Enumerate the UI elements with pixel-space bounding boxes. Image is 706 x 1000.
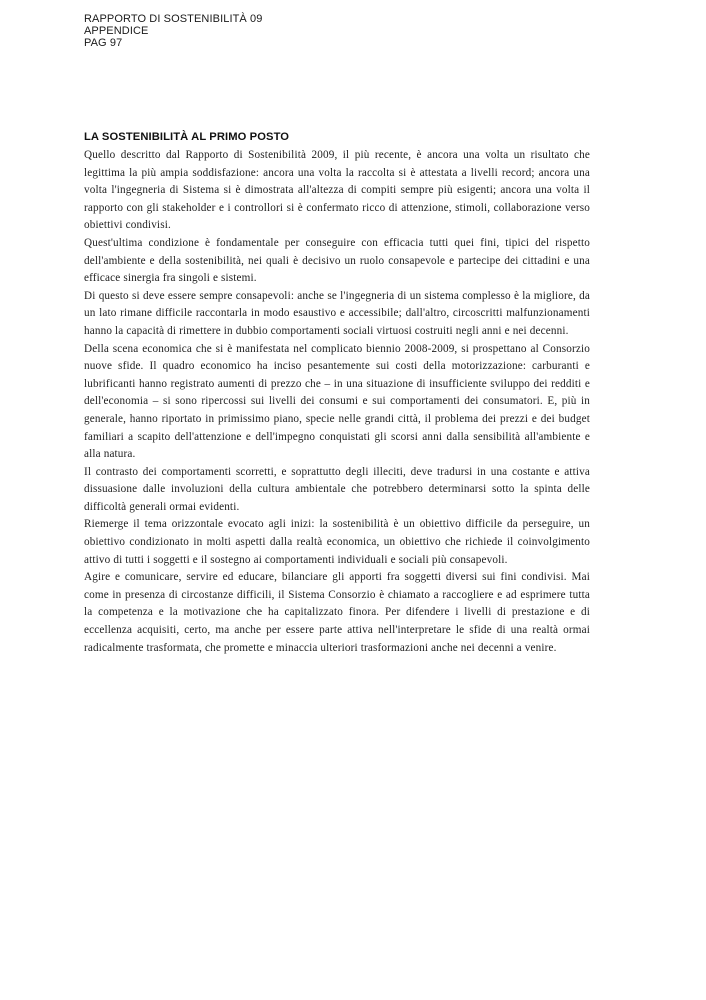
paragraph: Di questo si deve essere sempre consapevoli: anche se l'ingegneria di un sistema complesso è la migliore, da un lato rimane difficile raccontarla in modo esaustivo e accessibile; dall'altro, circoscritti malfunzionamenti hanno la capacità di rimettere in dubbio comportamenti sociali virtuosi costruiti negli anni e nei decenni. bbox=[84, 289, 590, 337]
paragraph: Della scena economica che si è manifestata nel complicato biennio 2008-2009, si prospettano al Consorzio nuove sfide. Il quadro economico ha inciso pesantemente sui costi della motorizzazione: carburanti e lubrificanti hanno registrato aumenti di prezzo che – in una situazione di insufficiente sviluppo dei redditi e dell'economia – si sono ripercossi sui livelli dei consumi e sui comportamenti dei consumatori. E, più in generale, hanno riportato in primissimo piano, specie nelle grandi città, il problema dei prezzi e dei budget familiari a scapito dell'attenzione e dell'impegno conquistati gli scorsi anni dalla sensibilità all'ambiente e alla natura. bbox=[84, 342, 590, 461]
section-label: APPENDICE bbox=[84, 25, 149, 37]
paragraph: Quest'ultima condizione è fondamentale per conseguire con efficacia tutti quei fini, tipici del rispetto dell'ambiente e della sostenibilità, nei quali è decisivo un ruolo consapevole e partecipe dei cittadini e una efficace sinergia fra singoli e sistemi. bbox=[84, 236, 590, 285]
report-title: RAPPORTO DI SOSTENIBILITÀ 09 bbox=[84, 13, 263, 25]
paragraph: Quello descritto dal Rapporto di Sostenibilità 2009, il più recente, è ancora una volta un risultato che legittima la più ampia soddisfazione: ancora una volta la raccolta si è attestata a livelli record; ancora una volta l'ingegneria di Sistema si è dimostrata all'altezza di compiti sempre più esigenti; ancora una volta il rapporto con gli stakeholder e i controllori si è confermato ricco di attenzione, stimoli, collaborazione verso obiettivi condivisi. bbox=[84, 149, 590, 232]
paragraph: Agire e comunicare, servire ed educare, bilanciare gli apporti fra soggetti diversi sui fini condivisi. Mai come in presenza di circostanze difficili, il Sistema Consorzio è chiamato a raccogliere e ad esprimere tutta la competenza e la motivazione che ha capitalizzato finora. Per difendere i livelli di prestazione e di eccellenza acquisiti, certo, ma anche per essere parte attiva nell'interpretare le sfide di una realtà ormai radicalmente trasformata, che promette e minaccia ulteriori trasformazioni anche nei decenni a venire. bbox=[84, 571, 590, 654]
page-number: PAG 97 bbox=[84, 37, 123, 49]
running-header bbox=[84, 13, 262, 49]
main-content bbox=[84, 130, 590, 657]
section-title: LA SOSTENIBILITÀ AL PRIMO POSTO bbox=[84, 131, 290, 143]
paragraph: Il contrasto dei comportamenti scorretti, e soprattutto degli illeciti, deve tradursi in una costante e attiva dissuasione dalle involuzioni della cultura ambientale che potrebbero determinarsi sotto la spinta delle difficoltà generali ormai evidenti. bbox=[84, 465, 590, 513]
paragraph: Riemerge il tema orizzontale evocato agli inizi: la sostenibilità è un obiettivo difficile da perseguire, un obiettivo condizionato in molti aspetti dalla realtà economica, un obiettivo che richiede il coinvolgimento attivo di tutti i soggetti e il sostegno ai comportamenti individuali e sociali più consapevoli. bbox=[84, 518, 590, 566]
